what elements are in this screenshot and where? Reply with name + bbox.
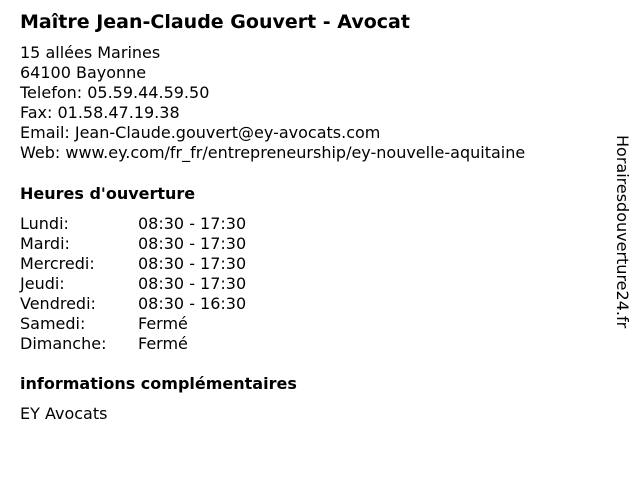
address-city: 64100 Bayonne (20, 63, 147, 82)
day-label: Lundi: (20, 214, 69, 233)
address-street: 15 allées Marines (20, 43, 161, 62)
day-label: Samedi: (20, 314, 86, 333)
email-line: Email: Jean-Claude.gouvert@ey-avocats.com (20, 123, 381, 142)
hours-heading: Heures d'ouverture (20, 184, 196, 203)
info-heading: informations complémentaires (20, 374, 297, 393)
day-label: Mardi: (20, 234, 70, 253)
time-value: 08:30 - 17:30 (138, 234, 247, 253)
day-label: Dimanche: (20, 334, 107, 353)
day-label: Mercredi: (20, 254, 95, 273)
time-value: Fermé (138, 334, 188, 353)
time-value: 08:30 - 17:30 (138, 254, 247, 273)
day-label: Jeudi: (20, 274, 65, 293)
fax-line: Fax: 01.58.47.19.38 (20, 103, 180, 122)
day-label: Vendredi: (20, 294, 96, 313)
time-value: 08:30 - 17:30 (138, 214, 247, 233)
address-block (20, 43, 525, 163)
time-value: Fermé (138, 314, 188, 333)
page-title: Maître Jean-Claude Gouvert - Avocat (20, 11, 410, 33)
phone-line: Telefon: 05.59.44.59.50 (20, 83, 210, 102)
time-value: 08:30 - 16:30 (138, 294, 247, 313)
info-text: EY Avocats (20, 404, 108, 423)
web-line: Web: www.ey.com/fr_fr/entrepreneurship/ey-nouvelle-aquitaine (20, 143, 526, 162)
side-brand-text: Horairesdouverture24.fr (613, 135, 632, 329)
time-value: 08:30 - 17:30 (138, 274, 247, 293)
